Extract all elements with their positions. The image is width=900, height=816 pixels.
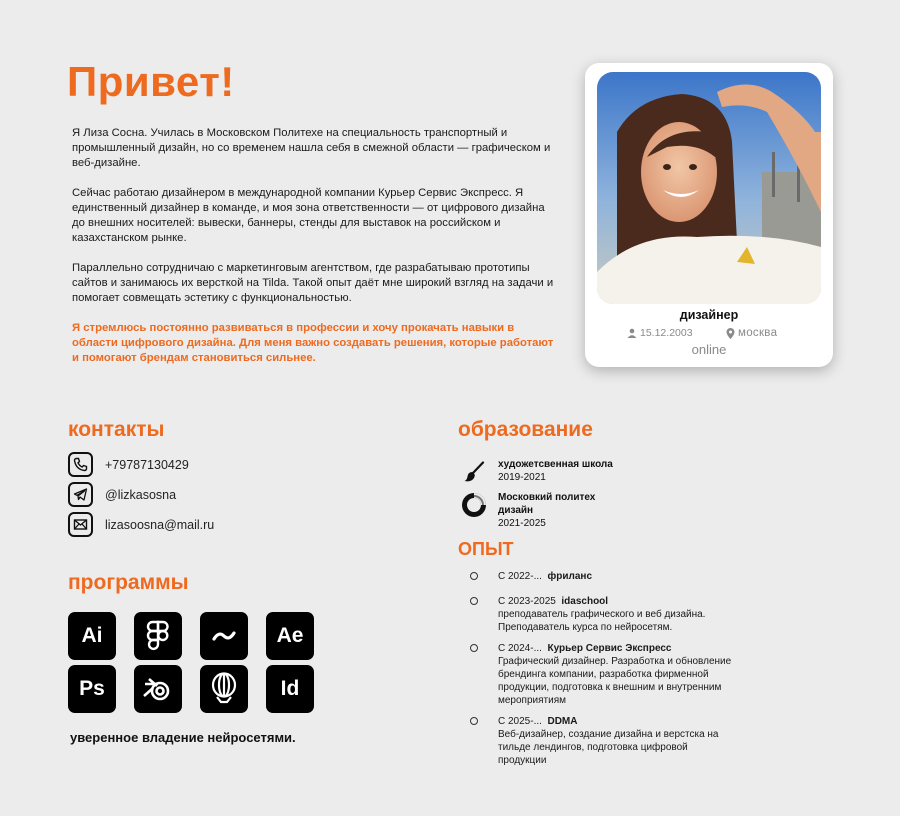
intro-paragraph-2: Сейчас работаю дизайнером в международной компании Курьер Сервис Экспресс. Я единственный дизайнер в команде, и моя зона ответственности — от цифрового дизайна до внешних носителей: вывески, баннеры, стенды для выставок на российском и казахстанском рынке. [72, 187, 545, 244]
experience-company: Курьер Сервис Экспресс [547, 643, 672, 654]
profile-city [726, 327, 777, 339]
ai-skills-note: уверенное владение нейросетями. [70, 730, 296, 745]
experience-period: С 2025-... [498, 716, 542, 727]
brush-icon [460, 458, 488, 486]
greeting-title: Привет! [67, 58, 235, 105]
tilda-icon [200, 612, 248, 660]
education-years: 2019-2021 [498, 472, 546, 483]
telegram-text: @lizkasosna [105, 487, 177, 502]
education-years: 2021-2025 [498, 518, 546, 529]
education-item-polytech [460, 491, 595, 530]
profile-birthdate [627, 327, 693, 339]
experience-description: преподаватель графического и веб дизайна. Преподаватель курса по нейросетям. [498, 609, 706, 633]
person-icon [627, 328, 637, 338]
contact-phone[interactable] [68, 452, 189, 477]
midjourney-icon [200, 665, 248, 713]
intro-text [72, 126, 557, 381]
intro-paragraph-3: Параллельно сотрудничаю с маркетинговым агентством, где разрабатываю прототипы сайтов и занимаюсь их версткой на Tilda. Такой опыт даёт мне широкий взгляд на задачи и помогает совмещать эстетику с функциональностью. [72, 262, 554, 304]
bullet-icon [470, 572, 478, 580]
education-specialty: дизайн [498, 505, 534, 516]
bullet-icon [470, 717, 478, 725]
profile-card [585, 63, 833, 367]
experience-description: Графический дизайнер. Разработка и обновление брендинга компании, разработка фирменной продукции, подготовка к внешним и внутренним мероприятиям [498, 656, 732, 706]
after-effects-icon: Ae [266, 612, 314, 660]
experience-company: DDMA [547, 716, 578, 727]
profile-role: дизайнер [679, 308, 739, 322]
phone-icon [68, 452, 93, 477]
experience-period: С 2022-... [498, 571, 542, 582]
phone-text: +79787130429 [105, 457, 189, 472]
experience-period: С 2024-... [498, 643, 542, 654]
location-pin-icon [726, 328, 735, 339]
illustrator-icon: Ai [68, 612, 116, 660]
programs-grid [68, 612, 314, 713]
email-text: lizasoosna@mail.ru [105, 517, 215, 532]
indesign-icon: Id [266, 665, 314, 713]
blender-icon [134, 665, 182, 713]
experience-description: Веб-дизайнер, создание дизайна и верстска на тильде лендингов, подготовка цифровой продукции [498, 729, 719, 766]
intro-paragraph-accent: Я стремлюсь постоянно развиваться в профессии и хочу прокачать навыки в области цифрового дизайна. Для меня важно создавать решения, которые работают и помогают брендам становиться сильнее. [72, 322, 554, 364]
experience-company: idaschool [561, 596, 609, 607]
polytech-logo-icon [460, 491, 488, 519]
bullet-icon [470, 644, 478, 652]
intro-paragraph-1: Я Лиза Сосна. Училась в Московском Политехе на специальность транспортный и промышленный дизайн, но со временем нашла себя в смежной области — графическом и веб-дизайне. [72, 127, 551, 169]
contact-email[interactable] [68, 512, 214, 537]
contacts-heading: контакты [68, 418, 165, 441]
education-name: Московкий политех [498, 492, 596, 503]
telegram-icon [68, 482, 93, 507]
contact-telegram[interactable] [68, 482, 176, 507]
photoshop-icon: Ps [68, 665, 116, 713]
figma-icon [134, 612, 182, 660]
education-name: художетсвенная школа [498, 459, 613, 470]
education-heading: образование [458, 418, 593, 441]
education-item-art-school [460, 458, 613, 486]
experience-company: фриланс [547, 571, 593, 582]
profile-status: online [691, 342, 727, 357]
city-text: москва [738, 327, 778, 339]
profile-photo [597, 72, 821, 304]
experience-heading: ОПЫТ [458, 539, 514, 559]
birthdate-text: 15.12.2003 [640, 327, 693, 339]
mail-icon [68, 512, 93, 537]
programs-heading: программы [68, 571, 189, 594]
experience-period: С 2023-2025 [498, 596, 556, 607]
bullet-icon [470, 597, 478, 605]
